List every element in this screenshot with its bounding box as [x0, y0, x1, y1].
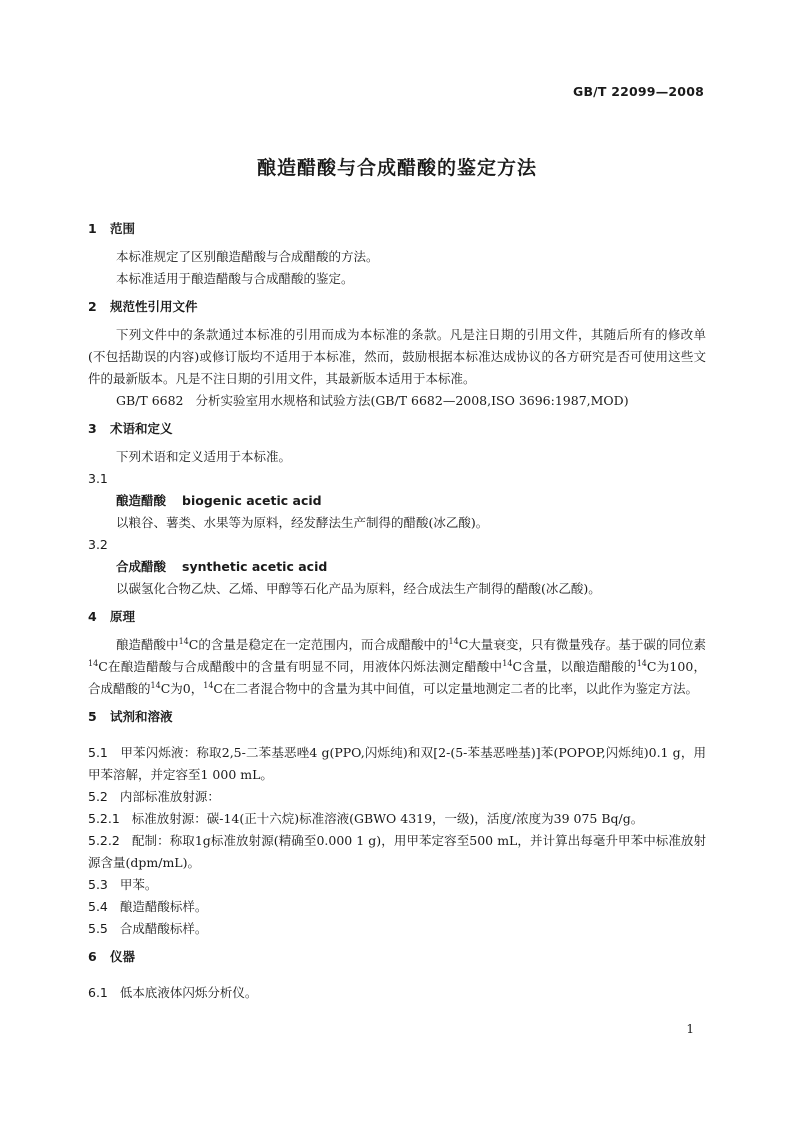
section-title: 原理	[110, 609, 136, 624]
text-run: C大量衰变，只有微量残存。基于碳的同位素	[458, 637, 706, 652]
section-number: 5	[88, 709, 97, 724]
text-run: 酿造醋酸中	[116, 637, 179, 652]
section-number: 6	[88, 949, 97, 964]
term-chinese: 合成醋酸	[116, 559, 167, 574]
isotope-superscript: 14	[448, 637, 459, 646]
section-number: 2	[88, 299, 97, 314]
term-chinese: 酿造醋酸	[116, 493, 167, 508]
section-title: 仪器	[110, 949, 136, 964]
term-entry	[88, 490, 706, 512]
isotope-superscript: 14	[203, 681, 214, 690]
section-3-heading	[88, 418, 706, 440]
clause-number: 5.2	[88, 789, 108, 804]
page-number: 1	[686, 1022, 694, 1036]
reference-code: GB/T 6682	[116, 393, 184, 408]
isotope-superscript: 14	[502, 659, 513, 668]
section-title: 试剂和溶液	[110, 709, 173, 724]
clause-text: 酿造醋酸标样。	[119, 899, 208, 914]
term-definition: 以碳氢化合物乙炔、乙烯、甲醇等石化产品为原料，经合成法生产制得的醋酸(冰乙酸)。	[116, 581, 601, 596]
isotope-superscript: 14	[88, 659, 99, 668]
paragraph: 本标准适用于酿造醋酸与合成醋酸的鉴定。	[116, 271, 354, 286]
clause-6-1	[88, 982, 706, 1004]
text-run: C含量，以酿造醋酸的	[512, 659, 637, 674]
principle-paragraph	[88, 634, 706, 700]
clause-text: 甲苯。	[119, 877, 158, 892]
normative-reference	[88, 390, 706, 412]
clause-5-2-1	[88, 808, 706, 830]
clause-text: 甲苯闪烁液：称取2,5-二苯基恶唑4 g(PPO,闪烁纯)和双[2-(5-苯基恶唑基)]苯(POPOP,闪烁纯)0.1 g，用甲苯溶解，并定容至1 000 mL。	[88, 745, 707, 782]
text-run: C为100，合成醋酸的	[88, 659, 706, 696]
section-title: 范围	[110, 221, 136, 236]
section-5-heading	[88, 706, 706, 728]
term-english: biogenic acetic acid	[182, 493, 322, 508]
clause-number: 5.1	[88, 745, 108, 760]
term-entry	[88, 556, 706, 578]
term-definition: 以粮谷、薯类、水果等为原料，经发酵法生产制得的醋酸(冰乙酸)。	[116, 515, 489, 530]
clause-text: 内部标准放射源：	[119, 789, 220, 804]
reference-title: 分析实验室用水规格和试验方法(GB/T 6682—2008,ISO 3696:1987,MOD)	[195, 393, 629, 408]
document-title: 酿造醋酸与合成醋酸的鉴定方法	[256, 157, 537, 179]
clause-text: 低本底液体闪烁分析仪。	[119, 985, 258, 1000]
text-run: C的含量是稳定在一定范围内，而合成醋酸中的	[188, 637, 449, 652]
section-1-heading	[88, 218, 706, 240]
paragraph: 下列术语和定义适用于本标准。	[116, 449, 292, 464]
clause-5-2-2	[88, 830, 706, 874]
text-run: C在酿造醋酸与合成醋酸中的含量有明显不同，用液体闪烁法测定醋酸中	[98, 659, 503, 674]
standard-code: GB/T 22099—2008	[572, 84, 704, 99]
section-2-heading	[88, 296, 706, 318]
section-title: 规范性引用文件	[110, 299, 198, 314]
clause-text: 配制：称取1g标准放射源(精确至0.000 1 g)，用甲苯定容至500 mL，并计算出每毫升甲苯中标准放射源含量(dpm/mL)。	[88, 833, 706, 870]
clause-5-2	[88, 786, 706, 808]
clause-number: 5.3	[88, 877, 108, 892]
paragraph: 本标准规定了区别酿造醋酸与合成醋酸的方法。	[116, 249, 379, 264]
section-number: 4	[88, 609, 97, 624]
clause-number: 6.1	[88, 985, 108, 1000]
clause-number: 5.2.1	[88, 811, 120, 826]
text-run: C在二者混合物中的含量为其中间值，可以定量地测定二者的比率，以此作为鉴定方法。	[213, 681, 698, 696]
text-run: C为0，	[160, 681, 204, 696]
section-number: 1	[88, 221, 97, 236]
section-title: 术语和定义	[110, 421, 173, 436]
term-english: synthetic acetic acid	[182, 559, 328, 574]
section-4-heading	[88, 606, 706, 628]
clause-number: 5.5	[88, 921, 108, 936]
clause-number: 5.4	[88, 899, 108, 914]
isotope-superscript: 14	[636, 659, 647, 668]
paragraph: 下列文件中的条款通过本标准的引用而成为本标准的条款。凡是注日期的引用文件，其随后所有的修改单(不包括勘误的内容)或修订版均不适用于本标准，然而，鼓励根据本标准达成协议的各方研究是否可使用这些文件的最新版本。凡是不注日期的引用文件，其最新版本适用于本标准。	[88, 327, 706, 386]
document-body	[88, 218, 706, 1004]
clause-text: 标准放射源：碳-14(正十六烷)标准溶液(GBWO 4319，一级)，活度/浓度为39 075 Bq/g。	[131, 811, 644, 826]
clause-5-1	[88, 742, 706, 786]
term-number: 3.2	[88, 537, 108, 552]
section-number: 3	[88, 421, 97, 436]
clause-number: 5.2.2	[88, 833, 120, 848]
clause-text: 合成醋酸标样。	[119, 921, 208, 936]
clause-5-3	[88, 874, 706, 896]
clause-5-4	[88, 896, 706, 918]
section-6-heading	[88, 946, 706, 968]
clause-5-5	[88, 918, 706, 940]
isotope-superscript: 14	[150, 681, 161, 690]
isotope-superscript: 14	[178, 637, 189, 646]
term-number: 3.1	[88, 471, 108, 486]
